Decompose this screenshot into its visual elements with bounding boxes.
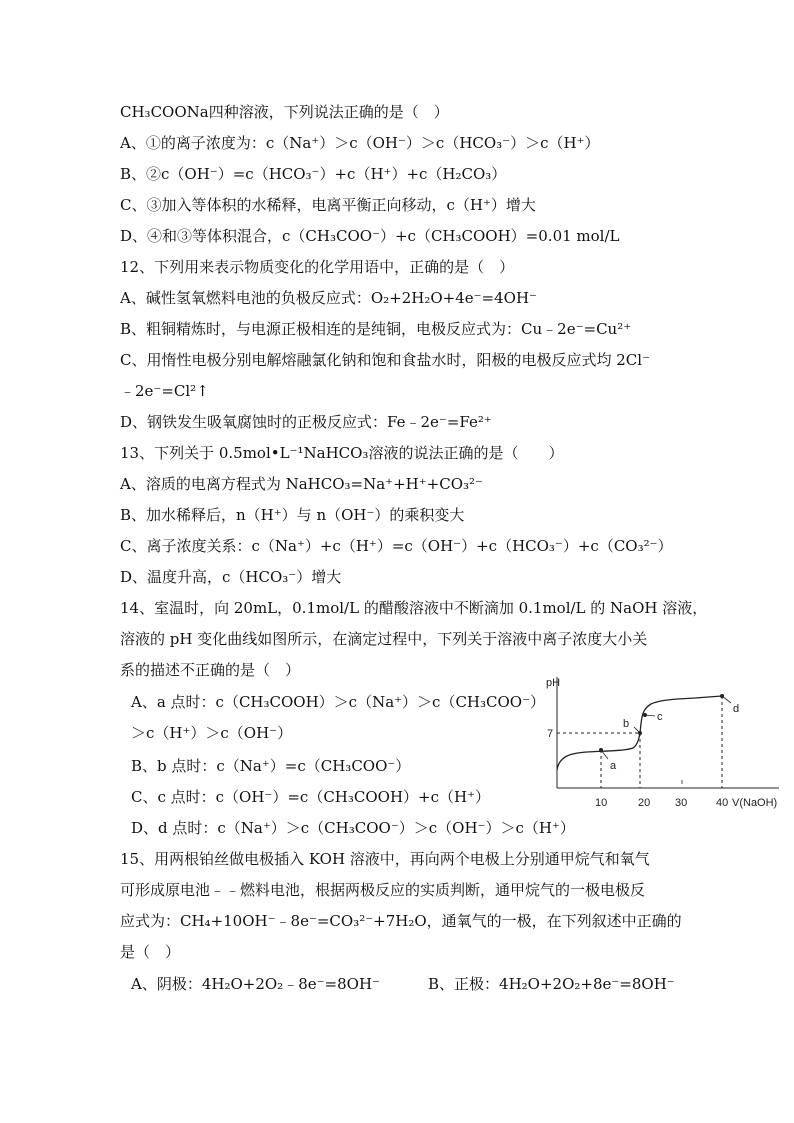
y-axis-label: pH [546, 677, 561, 689]
option-14a-cont: ＞c（H⁺）＞c（OH⁻） [131, 724, 293, 742]
label-d: d [733, 703, 740, 715]
label-d-leader [722, 696, 731, 703]
x-tick-20: 20 [638, 797, 651, 809]
question-12: 12、下列用来表示物质变化的化学用语中，正确的是（ ） [120, 258, 515, 276]
question-15-cont2: 应式为：CH₄+10OH⁻﹣8e⁻=CO₃²⁻+7H₂O，通氧气的一极，在下列叙述中正确的 [120, 912, 682, 930]
option-14b: B、b 点时：c（Na⁺）=c（CH₃COO⁻） [131, 757, 411, 775]
option-14d: D、d 点时：c（Na⁺）＞c（CH₃COO⁻）＞c（OH⁻）＞c（H⁺） [131, 819, 575, 837]
option-12d: D、钢铁发生吸氧腐蚀时的正极反应式：Fe﹣2e⁻=Fe²⁺ [120, 413, 492, 431]
question-15-cont: 可形成原电池﹣﹣燃料电池，根据两极反应的实质判断，通甲烷气的一极电极反 [120, 881, 646, 899]
y-tick-7: 7 [547, 728, 554, 740]
option-15a: A、阴极：4H₂O+2O₂﹣8e⁻=8OH⁻ [131, 975, 380, 993]
x-tick-30: 30 [675, 797, 688, 809]
question-13: 13、下列关于 0.5mol•L⁻¹NaHCO₃溶液的说法正确的是（ ） [120, 444, 564, 462]
label-a: a [610, 760, 617, 772]
x-tick-40: 40 [716, 797, 729, 809]
x-tick-10: 10 [595, 797, 608, 809]
x-axis-label: V(NaOH) [732, 797, 778, 809]
question-14: 14、室温时，向 20mL，0.1mol/L 的醋酸溶液中不断滴加 0.1mol/L 的 NaOH 溶液， [120, 599, 708, 617]
line-1: CH₃COONa四种溶液，下列说法正确的是（ ） [120, 103, 449, 121]
label-b-leader [634, 727, 640, 733]
option-13d: D、温度升高，c（HCO₃⁻）增大 [120, 568, 342, 586]
question-14-cont2: 系的描述不正确的是（ ） [120, 661, 301, 679]
option-14c: C、c 点时：c（OH⁻）=c（CH₃COOH）+c（H⁺） [131, 788, 491, 806]
option-14a: A、a 点时：c（CH₃COOH）＞c（Na⁺）＞c（CH₃COO⁻） [131, 693, 546, 711]
option-15b: B、正极：4H₂O+2O₂+8e⁻=8OH⁻ [428, 975, 675, 993]
option-12a: A、碱性氢氧燃料电池的负极反应式：O₂+2H₂O+4e⁻=4OH⁻ [120, 289, 537, 307]
option-11a: A、①的离子浓度为：c（Na⁺）＞c（OH⁻）＞c（HCO₃⁻）＞c（H⁺） [120, 134, 600, 152]
question-14-cont: 溶液的 pH 变化曲线如图所示，在滴定过程中，下列关于溶液中离子浓度大小关 [120, 630, 648, 648]
option-13b: B、加水稀释后，n（H⁺）与 n（OH⁻）的乘积变大 [120, 506, 465, 524]
option-11b: B、②c（OH⁻）=c（HCO₃⁻）+c（H⁺）+c（H₂CO₃） [120, 165, 507, 183]
titration-curve-figure [545, 672, 785, 812]
option-12b: B、粗铜精炼时，与电源正极相连的是纯铜，电极反应式为：Cu﹣2e⁻=Cu²⁺ [120, 320, 632, 338]
option-13a: A、溶质的电离方程式为 NaHCO₃=Na⁺+H⁺+CO₃²⁻ [120, 475, 483, 493]
question-15-cont3: 是（ ） [120, 943, 181, 961]
question-15: 15、用两根铂丝做电极插入 KOH 溶液中，再向两个电极上分别通甲烷气和氧气 [120, 850, 650, 868]
option-11d: D、④和③等体积混合，c（CH₃COO⁻）+c（CH₃COOH）=0.01 mol/L [120, 227, 620, 245]
label-c: c [657, 711, 663, 723]
option-12c: C、用惰性电极分别电解熔融氯化钠和饱和食盐水时，阳极的电极反应式均 2Cl⁻ [120, 351, 650, 369]
option-12c-cont: ﹣2e⁻=Cl²↑ [120, 382, 209, 400]
option-13c: C、离子浓度关系：c（Na⁺）+c（H⁺）=c（OH⁻）+c（HCO₃⁻）+c（CO₃²⁻） [120, 537, 673, 555]
label-b: b [623, 718, 630, 730]
option-11c: C、③加入等体积的水稀释，电离平衡正向移动，c（H⁺）增大 [120, 196, 536, 214]
